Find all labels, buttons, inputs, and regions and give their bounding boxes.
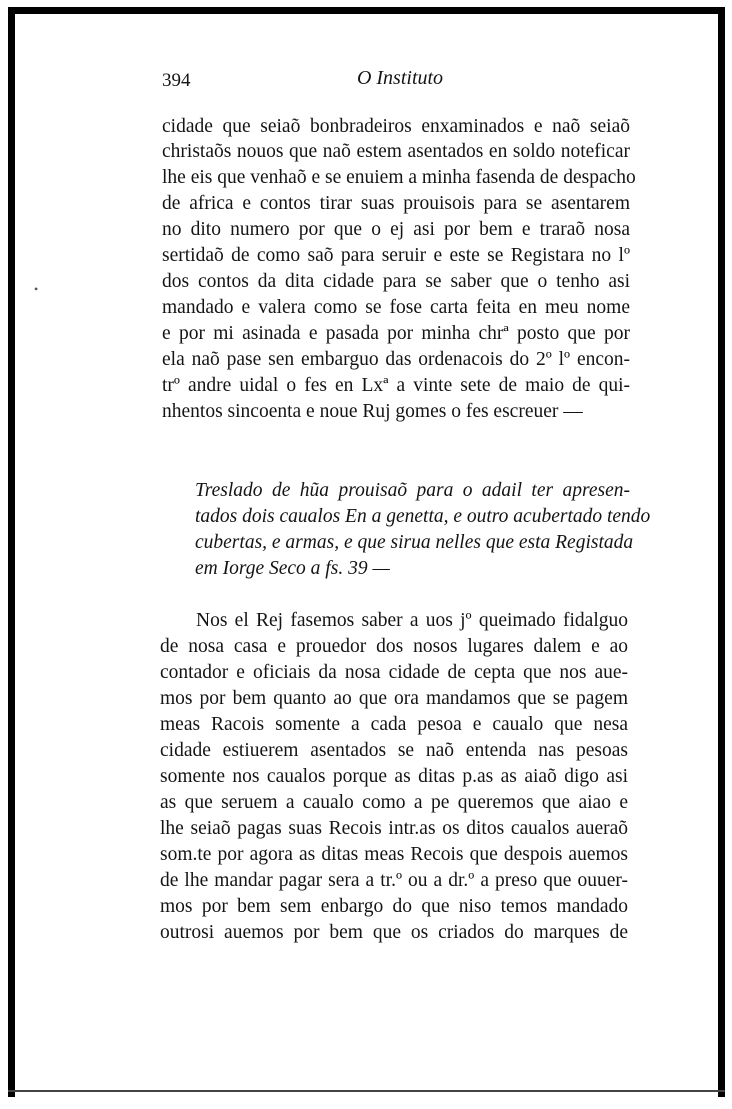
paragraph-1-line: no dito numero por que o ej asi por bem e traraõ nosa (162, 219, 630, 240)
paragraph-1-line: e por mi asinada e pasada por minha chrª posto que por (162, 323, 630, 344)
paragraph-2-line: outrosi auemos por bem que os criados do marques de (160, 922, 628, 943)
paragraph-2-line: mos por bem quanto ao que ora mandamos que se pagem (160, 688, 628, 709)
paragraph-1-line: lhe eis que venhaõ e se enuiem a minha fasenda de despacho (162, 167, 636, 188)
paragraph-1-line: mandado e valera como se fose carta feita en meu nome (162, 297, 630, 318)
paragraph-2-line: as que seruem a caualo como a pe queremos que aiao e (160, 792, 628, 813)
heading-line: tados dois caualos En a genetta, e outro acubertado tendo (195, 506, 651, 527)
paragraph-1-line: ela naõ pase sen embarguo das ordenacois do 2º lº encon- (162, 349, 630, 370)
paragraph-2-line: Nos el Rej fasemos saber a uos jº queimado fidalguo (196, 610, 628, 631)
page-number: 394 (162, 70, 191, 91)
margin-mark: • (34, 282, 39, 296)
paragraph-2-line: lhe seiaõ pagas suas Recois intr.as os ditos caualos aueraõ (160, 818, 628, 839)
running-title: O Instituto (356, 67, 444, 89)
scan-border-bottom (8, 1090, 725, 1092)
paragraph-1-line: trº andre uidal o fes en Lxª a vinte sete de maio de qui- (162, 375, 630, 396)
scan-border-left (8, 7, 15, 1097)
paragraph-2-line: somente nos caualos porque as ditas p.as as aiaõ digo asi (160, 766, 628, 787)
paragraph-2-line: de lhe mandar pagar sera a tr.º ou a dr.º a preso que ouuer- (160, 870, 628, 891)
paragraph-2-line: cidade estiuerem asentados se naõ entenda nas pesoas (160, 740, 628, 761)
scan-border-top (8, 7, 725, 14)
paragraph-2-line: meas Racois somente a cada pesoa e caualo que nesa (160, 714, 628, 735)
paragraph-1-line: christaõs nouos que naõ estem asentados en soldo noteficar (162, 141, 630, 162)
scan-border-right (718, 7, 725, 1097)
paragraph-2-line: mos por bem sem enbargo do que niso temos mandado (160, 896, 628, 917)
paragraph-1-line: sertidaõ de como saõ para seruir e este se Registara no lº (162, 245, 630, 266)
paragraph-1-line: dos contos da dita cidade para se saber que o tenho asi (162, 271, 630, 292)
heading-line: cubertas, e armas, e que sirua nelles que esta Registada (195, 532, 634, 553)
heading-line: Treslado de hũa prouisaõ para o adail ter apresen- (195, 480, 630, 501)
paragraph-2-line: de nosa casa e prouedor dos nosos lugares dalem e ao (160, 636, 628, 657)
paragraph-2-line: contador e oficiais da nosa cidade de cepta que nos aue- (160, 662, 628, 683)
paragraph-2-line: som.te por agora as ditas meas Recois que despois auemos (160, 844, 628, 865)
paragraph-1-line: cidade que seiaõ bonbradeiros enxaminados e naõ seiaõ (162, 116, 630, 137)
paragraph-1-line: de africa e contos tirar suas prouisois para se asentarem (162, 193, 630, 214)
paragraph-1-line: nhentos sincoenta e noue Ruj gomes o fes escreuer — (162, 401, 583, 422)
heading-line: em Iorge Seco a fs. 39 — (195, 558, 390, 579)
